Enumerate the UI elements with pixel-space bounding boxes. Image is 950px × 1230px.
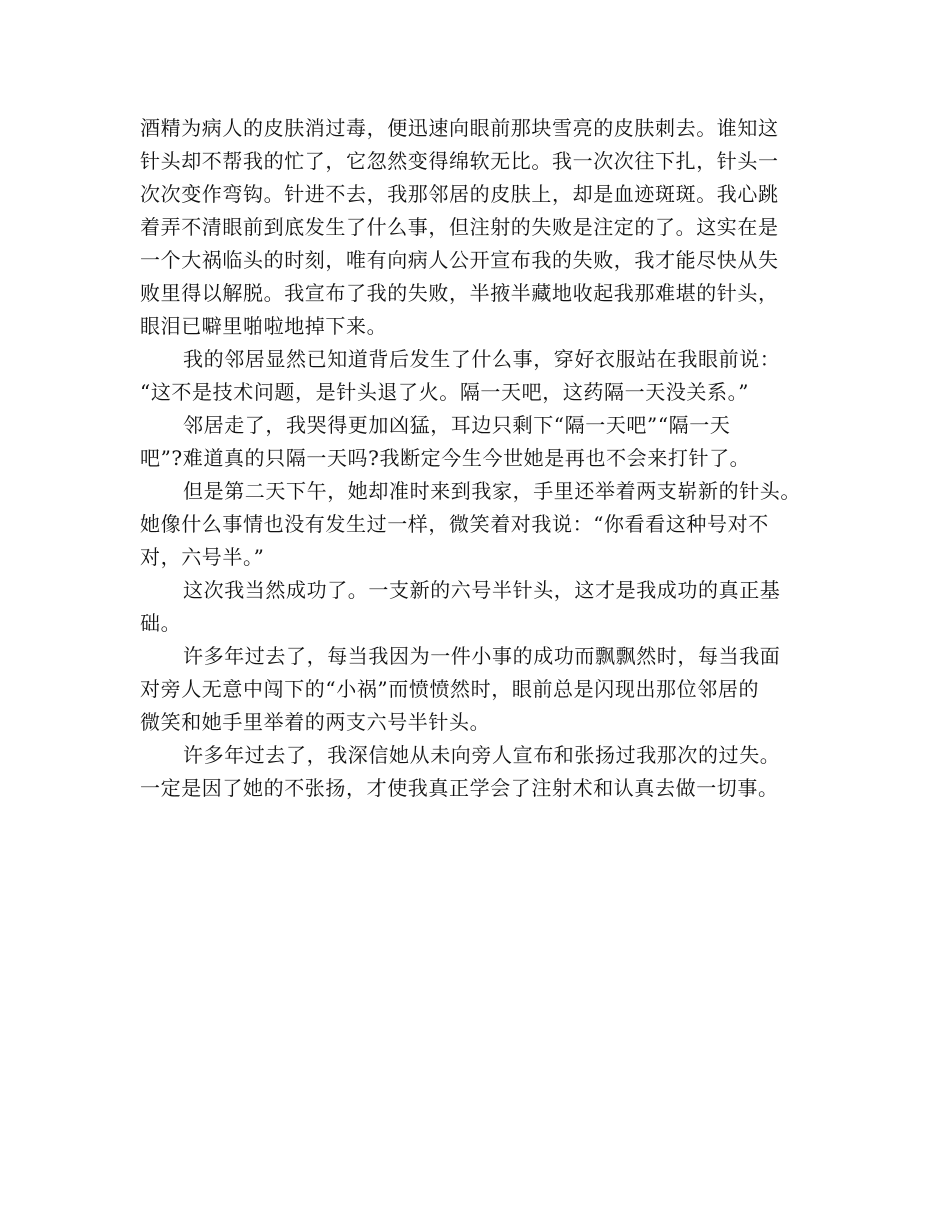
- text-line: 微笑和她手里举着的两支六号半针头。: [140, 710, 491, 734]
- text-line: 眼泪已噼里啪啦地掉下来。: [140, 314, 388, 338]
- text-line: 她像什么事情也没有发生过一样，微笑着对我说：“你看看这种号对不: [140, 512, 769, 536]
- text-line: “这不是技术问题，是针头退了火。隔一天吧，这药隔一天没关系。”: [140, 380, 750, 404]
- text-line: 败里得以解脱。我宣布了我的失败，半掖半藏地收起我那难堪的针头，: [140, 281, 779, 305]
- text-line: 吧”?难道真的只隔一天吗?我断定今生今世她是再也不会来打针了。: [140, 446, 751, 470]
- body-text: [140, 112, 820, 805]
- text-line: 许多年过去了，每当我因为一件小事的成功而飘飘然时，每当我面: [183, 644, 781, 668]
- text-line: 对，六号半。”: [140, 545, 265, 569]
- text-line: 一定是因了她的不张扬，才使我真正学会了注射术和认真去做一切事。: [140, 776, 779, 800]
- text-line: 针头却不帮我的忙了，它忽然变得绵软无比。我一次次往下扎，针头一: [140, 149, 779, 173]
- text-line: 次次变作弯钩。针进不去，我那邻居的皮肤上，却是血迹斑斑。我心跳: [140, 182, 779, 206]
- text-line: 对旁人无意中闯下的“小祸”而愤愤然时，眼前总是闪现出那位邻居的: [140, 677, 760, 701]
- text-line: 许多年过去了，我深信她从未向旁人宣布和张扬过我那次的过失。: [183, 743, 781, 767]
- text-line: 一个大祸临头的时刻，唯有向病人公开宣布我的失败，我才能尽快从失: [140, 248, 779, 272]
- text-line: 这次我当然成功了。一支新的六号半针头，这才是我成功的真正基: [183, 578, 781, 602]
- text-line: 础。: [140, 611, 182, 635]
- text-line: 但是第二天下午，她却准时来到我家，手里还举着两支崭新的针头。: [183, 479, 801, 503]
- text-line: 邻居走了，我哭得更加凶猛，耳边只剩下“隔一天吧”“隔一天: [183, 413, 731, 437]
- text-line: 我的邻居显然已知道背后发生了什么事，穿好衣服站在我眼前说：: [183, 347, 781, 371]
- text-line: 酒精为病人的皮肤消过毒，便迅速向眼前那块雪亮的皮肤刺去。谁知这: [140, 116, 779, 140]
- text-line: 着弄不清眼前到底发生了什么事，但注射的失败是注定的了。这实在是: [140, 215, 779, 239]
